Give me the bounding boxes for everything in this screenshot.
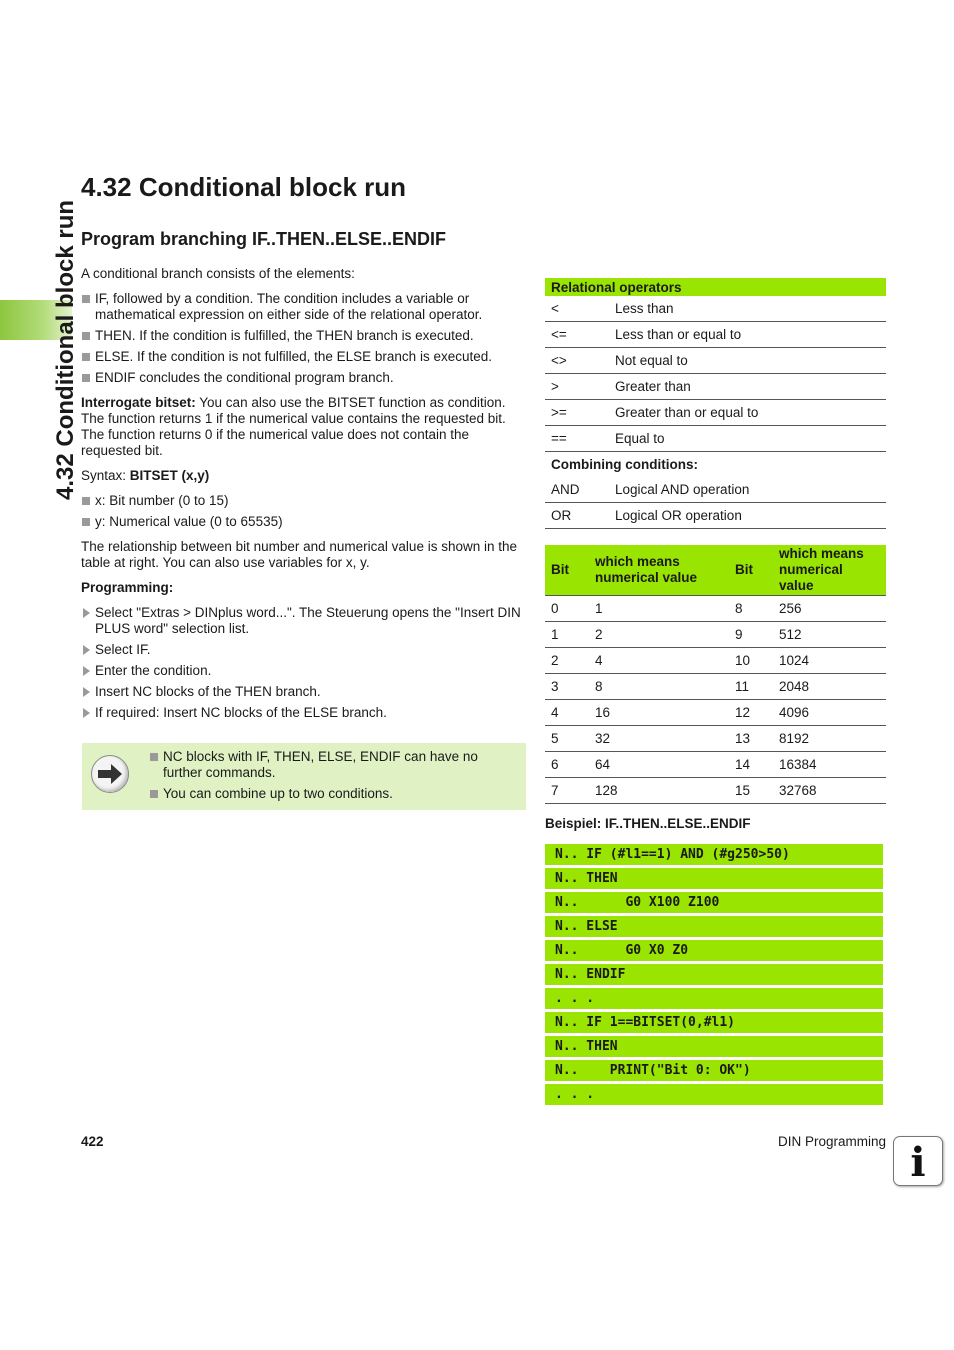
bit-table-header: Bit which means numerical value Bit which means numerical value [545, 545, 886, 596]
code-line: N.. IF 1==BITSET(0,#l1) [545, 1012, 883, 1033]
relational-operators-table [545, 278, 886, 529]
code-line: N.. IF (#l1==1) AND (#g250>50) [545, 844, 883, 865]
code-line: N.. PRINT("Bit 0: OK") [545, 1060, 883, 1081]
table-row: 5 32 13 8192 [545, 726, 886, 752]
syntax-line [81, 468, 523, 484]
list-item: IF, followed by a condition. The condition includes a variable or mathematical expression on either side of the relational operator. [81, 291, 523, 323]
step-item: Select IF. [81, 642, 523, 658]
note-item: NC blocks with IF, THEN, ELSE, ENDIF can have no further commands. [149, 749, 509, 781]
table-row: 1 2 9 512 [545, 622, 886, 648]
table-row: 2 4 10 1024 [545, 648, 886, 674]
table-row: < Less than [545, 296, 886, 322]
left-column [81, 266, 523, 726]
table-row: == Equal to [545, 426, 886, 452]
code-line: N.. G0 X100 Z100 [545, 892, 883, 913]
side-chapter-title: 4.32 Conditional block run [52, 199, 79, 500]
step-item: Select "Extras > DINplus word...". The Steuerung opens the "Insert DIN PLUS word" selection list. [81, 605, 523, 637]
section-title: Program branching IF..THEN..ELSE..ENDIF [81, 229, 447, 249]
footer-section: DIN Programming [777, 1134, 886, 1149]
code-line: N.. ELSE [545, 916, 883, 937]
table-row: 7 128 15 32768 [545, 778, 886, 804]
step-item: Enter the condition. [81, 663, 523, 679]
code-line: . . . [545, 988, 883, 1009]
note-box [82, 743, 526, 810]
list-item: x: Bit number (0 to 15) [81, 493, 523, 509]
list-item: ELSE. If the condition is not fulfilled, the ELSE branch is executed. [81, 349, 523, 365]
table-row: 6 64 14 16384 [545, 752, 886, 778]
table-row: <= Less than or equal to [545, 322, 886, 348]
list-item: ENDIF concludes the conditional program branch. [81, 370, 523, 386]
code-line: N.. THEN [545, 1036, 883, 1057]
bitset-text: You can also use the BITSET function as condition. The function returns 1 if the numerical value contains the requested bit. The function returns 0 if the numerical value does not contain the requested bit. [81, 395, 506, 458]
chapter-title: 4.32 Conditional block run [81, 172, 407, 202]
relational-table-header: Relational operators [545, 278, 886, 296]
syntax-prefix: Syntax: [81, 468, 130, 483]
programming-steps [81, 605, 523, 721]
code-line: N.. G0 X0 Z0 [545, 940, 883, 961]
list-item: THEN. If the condition is fulfilled, the THEN branch is executed. [81, 328, 523, 344]
table-row: > Greater than [545, 374, 886, 400]
elements-list [81, 291, 523, 386]
note-items [149, 749, 509, 807]
table-row: 0 1 8 256 [545, 596, 886, 622]
code-line: . . . [545, 1084, 883, 1105]
bitset-paragraph [81, 395, 523, 459]
step-item: Insert NC blocks of the THEN branch. [81, 684, 523, 700]
params-list [81, 493, 523, 530]
syntax-value: BITSET (x,y) [129, 468, 210, 483]
code-line: N.. THEN [545, 868, 883, 889]
note-item: You can combine up to two conditions. [149, 786, 509, 802]
arrow-right-icon [91, 755, 129, 793]
table-row: <> Not equal to [545, 348, 886, 374]
info-icon: i [893, 1136, 943, 1186]
bitset-lead: Interrogate bitset: [81, 395, 196, 410]
list-item: y: Numerical value (0 to 65535) [81, 514, 523, 530]
table-row: 4 16 12 4096 [545, 700, 886, 726]
table-row: >= Greater than or equal to [545, 400, 886, 426]
page-number: 422 [81, 1134, 104, 1149]
code-line: N.. ENDIF [545, 964, 883, 985]
example-label: Beispiel: IF..THEN..ELSE..ENDIF [545, 816, 751, 831]
relationship-text: The relationship between bit number and numerical value is shown in the table at right. You can also use variables for x, y. [81, 539, 518, 570]
table-row: 3 8 11 2048 [545, 674, 886, 700]
table-row: OR Logical OR operation [545, 503, 886, 529]
combining-header-row: Combining conditions: [551, 457, 698, 472]
programming-heading: Programming: [81, 580, 174, 595]
table-row: AND Logical AND operation [545, 477, 886, 503]
step-item: If required: Insert NC blocks of the ELSE branch. [81, 705, 523, 721]
intro-text: A conditional branch consists of the elements: [81, 266, 355, 281]
code-example [545, 844, 883, 1108]
bit-value-table [545, 545, 886, 804]
